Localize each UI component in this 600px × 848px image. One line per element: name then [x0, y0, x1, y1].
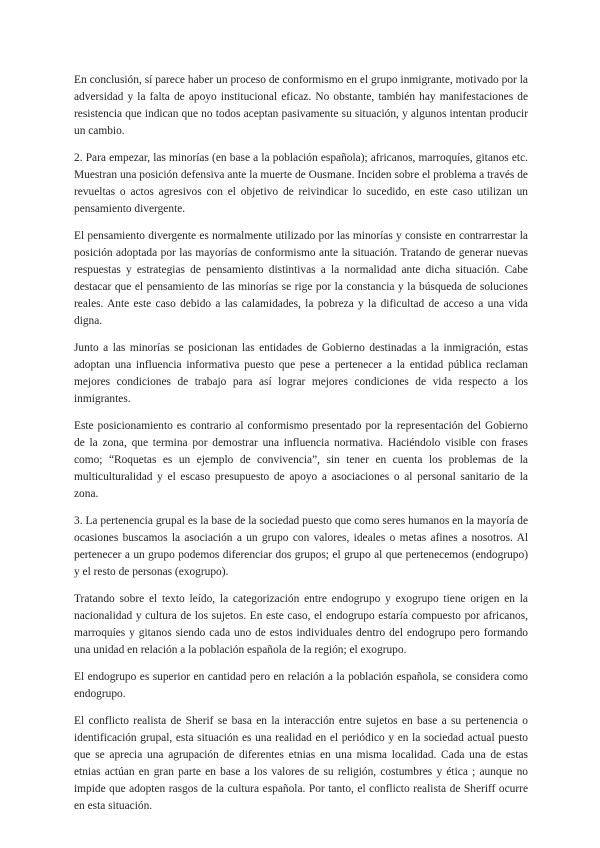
paragraph-endogrupo: El endogrupo es superior en cantidad pero en relación a la población española, se considera como endogrupo.: [74, 671, 528, 700]
paragraph-conflicto-realista: El conflicto realista de Sherif se basa en la interacción entre sujetos en base a su pertenencia o identificación grupal, esta situación es una realidad en el periódico y en la sociedad actual puesto que se aprecia una agrupación de diferentes etnias en una misma localidad. Cada una de estas etnias actúan en gran parte en base a los valores de su religión, costumbres y ética ; aunque no impide que adopten rasgos de la cultura española. Por tanto, el conflicto realista de Sheriff ocurre en esta situación.: [74, 715, 528, 812]
paragraph-pensamiento-divergente: El pensamiento divergente es normalmente utilizado por las minorías y consiste en contrarrestar la posición adoptada por las mayorías de conformismo ante la situación. Tratando de generar nuevas respuestas y estrategias de pensamiento distintivas a la normalidad ante dicha situación. Cabe destacar que el pensamiento de las minorías se rige por la constancia y la búsqueda de soluciones reales. Ante este caso debido a las calamidades, la pobreza y la dificultad de acceso a una vida digna.: [74, 230, 528, 327]
paragraph-entidades-gobierno: Junto a las minorías se posicionan las entidades de Gobierno destinadas a la inmigración, estas adoptan una influencia informativa puesto que pese a pertenecer a la entidad pública reclaman mejores condiciones de trabajo para así lograr mejores condiciones de vida respecto a los inmigrantes.: [74, 342, 528, 405]
paragraph-posicionamiento: Este posicionamiento es contrario al conformismo presentado por la representación del Gobierno de la zona, que termina por demostrar una influencia normativa. Haciéndolo visible con frases como; “Roquetas es un ejemplo de convivencia”, sin tener en cuenta los problemas de la multiculturalidad y el escaso presupuesto de apoyo a asociaciones o al personal sanitario de la zona.: [74, 420, 528, 500]
paragraph-minorias: 2. Para empezar, las minorías (en base a la población española); africanos, marroquíes, gitanos etc. Muestran una posición defensiva ante la muerte de Ousmane. Inciden sobre el problema a través de revueltas o actos agresivos con el objetivo de reivindicar lo sucedido, en este caso utilizan un pensamiento divergente.: [74, 152, 528, 215]
document-body: [74, 72, 528, 825]
paragraph-categorizacion: Tratando sobre el texto leído, la categorización entre endogrupo y exogrupo tiene origen en la nacionalidad y cultura de los sujetos. En este caso, el endogrupo estaría compuesto por africanos, marroquíes y gitanos siendo cada uno de estos individuales dentro del endogrupo pero formando una unidad en relación a la población española de la región; el exogrupo.: [74, 593, 528, 656]
paragraph-conclusion: En conclusión, sí parece haber un proceso de conformismo en el grupo inmigrante, motivado por la adversidad y la falta de apoyo institucional eficaz. No obstante, también hay manifestaciones de resistencia que indican que no todos aceptan pasivamente su situación, y algunos intentan producir un cambio.: [74, 74, 528, 137]
paragraph-pertenencia-grupal: 3. La pertenencia grupal es la base de la sociedad puesto que como seres humanos en la mayoría de ocasiones buscamos la asociación a un grupo con valores, ideales o metas afines a nosotros. Al pertenecer a un grupo podemos diferenciar dos grupos; el grupo al que pertenecemos (endogrupo) y el resto de personas (exogrupo).: [74, 515, 528, 578]
